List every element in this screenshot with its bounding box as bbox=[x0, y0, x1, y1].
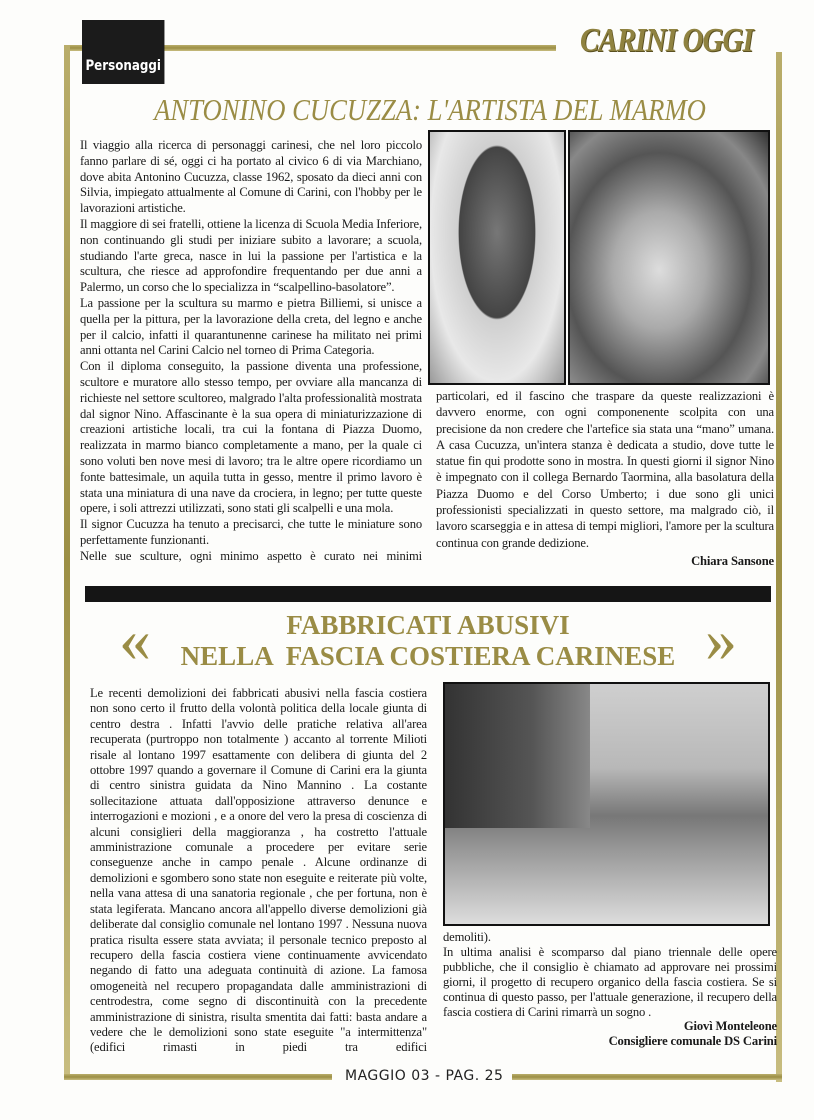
quote-open-mark: « bbox=[119, 608, 151, 672]
paragraph: La passione per la scultura su marmo e pietra Billiemi, si unisce a quella per la pittura, per la lavorazione della creta, del legno e anche per il calcio, infatti il quarantunenne carinese ha militato nei primi anni ottanta nel Carini Calcio nel torneo di Prima Categoria. bbox=[80, 295, 422, 358]
paragraph: Il maggiore di sei fratelli, ottiene la licenza di Scuola Media Inferiore, non continuando gli studi per iniziare subito a lavorare; a scuola, studiando l'arte greca, nasce in lui la passione per l'artistica e la scultura, che riesce ad approfondire frequentando per due anni a Palermo, un corso che lo specializza in “scalpellino-basolatore”. bbox=[80, 216, 422, 295]
article1-title: ANTONINO CUCUZZA: L'ARTISTA DEL MARMO bbox=[154, 92, 706, 127]
article2-body bbox=[90, 686, 427, 1056]
paragraph: demoliti). bbox=[443, 930, 491, 944]
magazine-logo: CARINI OGGI bbox=[580, 22, 753, 59]
paragraph: Con il diploma conseguito, la passione diventa una professione, scultore e muratore allo stesso tempo, per ovviare alla mancanza di richieste nel settore scultoreo, malgrado l'alta professionalità mostrata dal signor Nino. Affascinante è la sua opera di miniaturizzazione di creazioni artistiche locali, tra cui la fontana di Piazza Duomo, realizzata in marmo bianco completamente a mano, per la quale ci sono voluti ben nove mesi di lavoro; tra le altre opere ricordiamo un fonte battesimale, un aquila tutta in gesso, mentre il primo lavoro è stata una miniatura di una nave da crociera, in legno; per tutte queste opere, i soli attrezzi utilizzati, sono stati gli scalpelli e una mola. bbox=[80, 359, 422, 516]
article2-continuation bbox=[443, 930, 777, 1049]
section-divider-bar bbox=[85, 586, 771, 602]
paragraph: particolari, ed il fascino che traspare da queste realizzazioni è davvero enorme, con ogni componenente scolpita con una precisione da non credere che l'artefice sia stata una “mano” umana. A casa Cucuzza, un'intera stanza è dedicata a studio, dove tutte le statue fin qui prodotte sono in mostra. In questi giorni il signor Nino è impegnato con il collega Bernardo Taormina, alla basolatura della Piazza Duomo e del Corso Umberto; i due sono gli unici professionisti specializzati in questo settore, ma malgrado ciò, il lavoro scarseggia e in attesa di tempi migliori, l'amore per la scultura continua con grande dedizione. bbox=[436, 389, 774, 550]
article2-title-line1: FABBRICATI ABUSIVI bbox=[286, 610, 570, 640]
article2-title bbox=[160, 610, 696, 672]
article2-title-line2: NELLA FASCIA COSTIERA CARINESE bbox=[180, 641, 676, 671]
paragraph: Il viaggio alla ricerca di personaggi carinesi, che nel loro piccolo fanno parlare di sé, oggi ci ha portato al civico 6 di via Marchiano, dove abita Antonino Cucuzza, classe 1962, sposato da dieci anni con Silvia, impiegato attualmente al Comune di Carini, con l'hobby per le lavorazioni artistiche. bbox=[80, 138, 422, 216]
article2-author-role: Consigliere comunale DS Carini bbox=[608, 1034, 777, 1049]
frame-bottom-rule-left bbox=[64, 1074, 332, 1080]
quote-close-mark: » bbox=[705, 608, 737, 672]
article1-continuation bbox=[436, 388, 774, 569]
photo-fountain-miniature bbox=[568, 130, 770, 385]
article1-author: Chiara Sansone bbox=[691, 553, 774, 568]
frame-right-rule bbox=[776, 52, 782, 1082]
photo-baptismal-font bbox=[428, 130, 566, 385]
photo-coastline-buildings bbox=[443, 682, 770, 926]
page-footer: MAGGIO 03 - PAG. 25 bbox=[345, 1068, 504, 1084]
frame-bottom-rule-right bbox=[512, 1074, 782, 1080]
article1-body bbox=[80, 138, 422, 565]
paragraph: Il signor Cucuzza ha tenuto a precisarci, che tutte le miniature sono perfettamente funzionanti. bbox=[80, 517, 422, 547]
article2-author: Giovì Monteleone bbox=[683, 1019, 777, 1034]
paragraph: In ultima analisi è scomparso dal piano triennale delle opere pubbliche, che il consiglio è chiamato ad approvare nei prossimi giorni, il progetto di recupero organico della fascia costiera. Se si continua di questo passo, per l'attuale generazione, il recupero della fascia costiera di Carini rimarrà un sogno . bbox=[443, 944, 777, 1019]
paragraph: Le recenti demolizioni dei fabbricati abusivi nella fascia costiera non sono certo il frutto della volontà politica della locale giunta di centro destra . Infatti l'avvio delle pratiche relativa all'area recuperata (purtroppo non totalmente ) accanto al torrente Milioti risale al lontano 1997 esattamente con delibera di giunta del 2 ottobre 1997 quando a governare il Comune di Carini era la giunta di centro sinistra guidata da Nino Mannino . La costante sollecitazione attuata dall'opposizione attraverso denunce e interrogazioni e mozioni , e a onore del vero la presa di coscienza di alcuni consiglieri della maggioranza , ha costretto l'attuale amministrazione comunale a procedere per evitare serie conseguenze anche in campo penale . Alcune ordinanze di demolizioni e sgombero sono state non eseguite e reiterate più volte, nella vana attesa di una sanatoria regionale , che per fortuna, non è stata legiferata. Mancano ancora all'appello diverse demolizioni già deliberate dal consiglio comunale nel lontano 1997 . Nessuna nuova pratica risulta essere stata avviata; il personale tecnico preposto al recupero della fascia costiera viene continuamente avvicendato negando di fatto una adeguata continuità di azione. La famosa omogeneità nel recupero propagandata dalle amministrazioni di centrodestra, come segno di discontinuità con la precedente amministrazione di sinistra, risulta smentita dai fatti: basta andare a vedere che le demolizioni sono state eseguite "a intermittenza" (edifici rimasti in piedi tra edifici bbox=[90, 686, 427, 1055]
section-tag: Personaggi bbox=[82, 20, 164, 84]
frame-left-rule bbox=[64, 45, 70, 1080]
paragraph: Nelle sue sculture, ogni minimo aspetto è curato nei minimi bbox=[80, 548, 422, 563]
